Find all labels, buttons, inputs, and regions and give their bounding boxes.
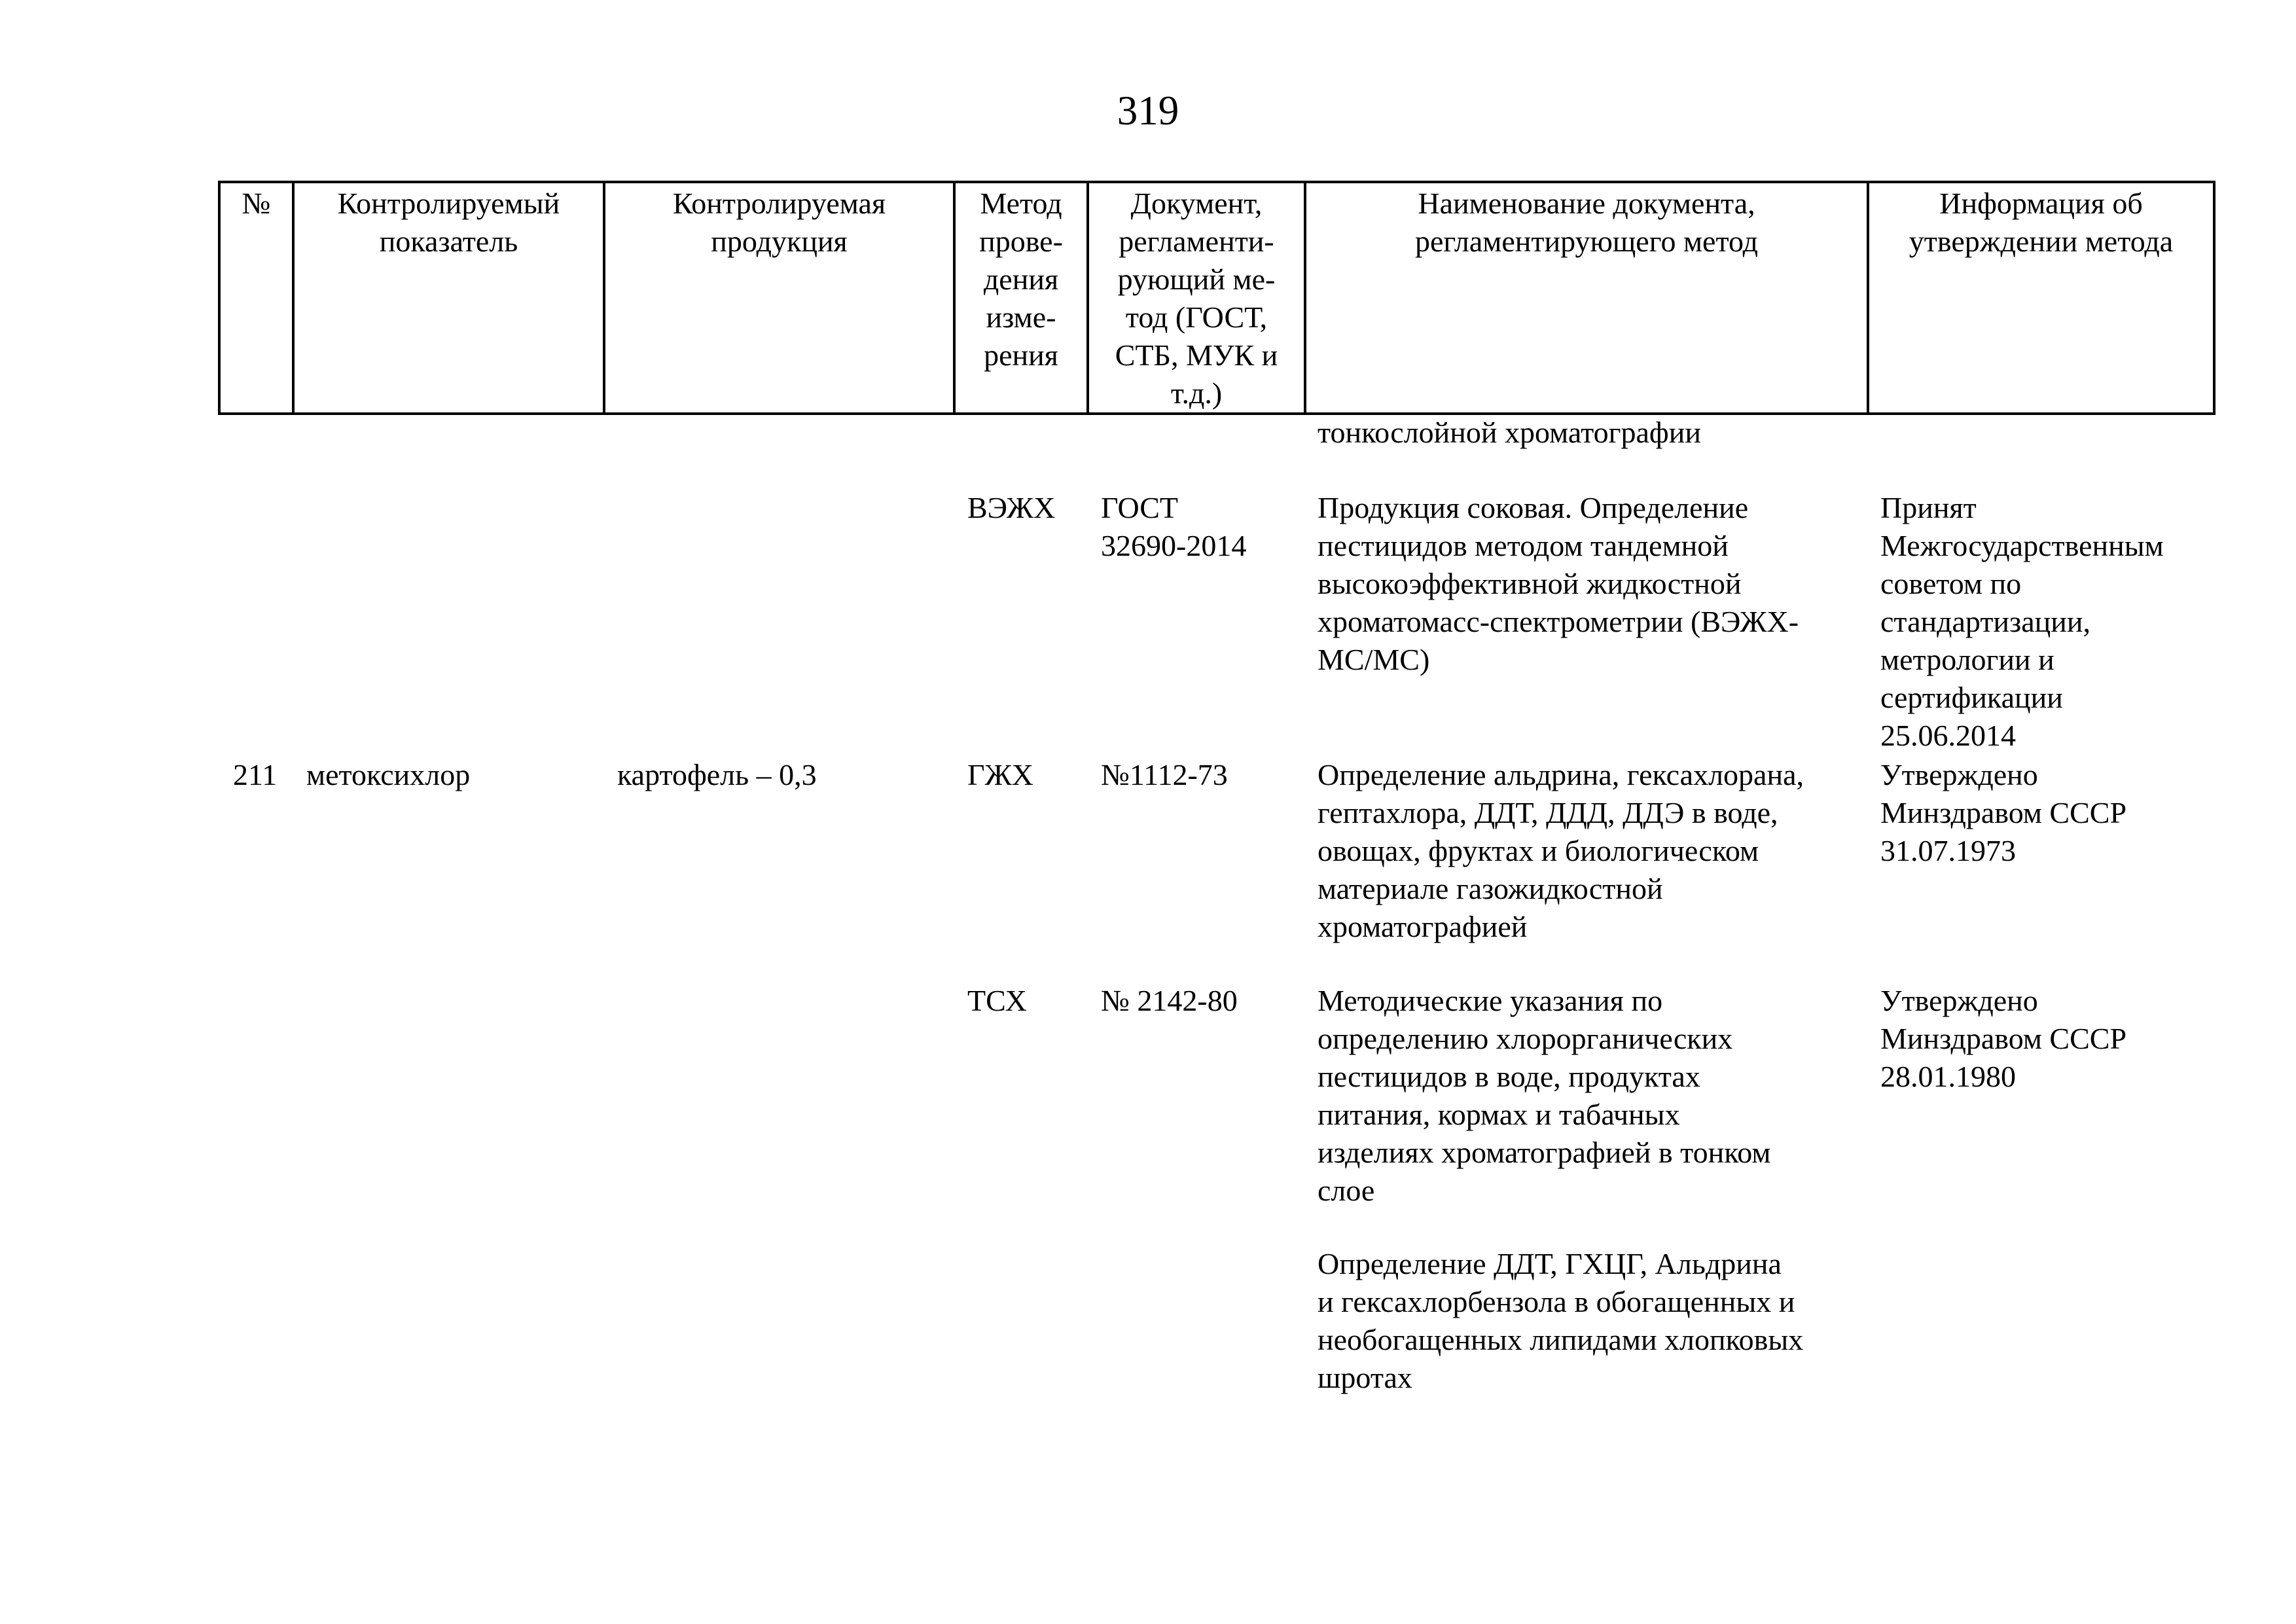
header-row (219, 182, 2214, 414)
indicator-cell: метоксихлор (306, 758, 471, 791)
header-cell-approval: Информация об утверждении метода (1868, 182, 2214, 414)
header-cell-product: Контролируемая продукция (604, 182, 954, 414)
page-number: 319 (1117, 88, 1179, 134)
header-cell-document: Документ, регламенти- рующий ме- тод (ГОСТ, СТБ, МУК и т.д.) (1088, 182, 1305, 414)
number-cell: 211 (233, 758, 278, 791)
table-header (218, 181, 2215, 415)
header-cell-number: № (219, 182, 293, 414)
document-cell: № 2142-80 (1101, 984, 1238, 1017)
approval-cell: Утверждено Минздравом СССР 31.07.1973 (1880, 758, 2127, 867)
header-cell-method: Метод прове- дения изме- рения (954, 182, 1088, 414)
doc-name-cell: Методические указания по определению хлорорганических пестицидов в воде, продуктах питания, кормах и табачных изделиях хроматографией в тонком слое (1318, 984, 1771, 1207)
document-cell: ГОСТ 32690-2014 (1101, 491, 1247, 562)
header-cell-doc-name: Наименование документа, регламентирующего метод (1305, 182, 1868, 414)
approval-cell: Принят Межгосударственным советом по стандартизации, метрологии и сертификации 25.06.2014 (1880, 491, 2164, 752)
approval-cell: Утверждено Минздравом СССР 28.01.1980 (1880, 984, 2127, 1093)
continuation-doc-name: тонкослойной хроматографии (1318, 416, 1701, 449)
method-cell: ГЖХ (967, 758, 1034, 791)
doc-name-cell: Продукция соковая. Определение пестицидов методом тандемной высокоэффективной жидкостной хроматомасс-спектрометрии (ВЭЖХ- МС/МС) (1318, 491, 1799, 676)
doc-name-cell: Определение ДДТ, ГХЦГ, Альдрина и гексахлорбензола в обогащенных и необогащенных липидами хлопковых шротах (1318, 1247, 1804, 1394)
header-cell-indicator: Контролируемый показатель (293, 182, 604, 414)
method-cell: ТСХ (967, 984, 1027, 1017)
doc-name-cell: Определение альдрина, гексахлорана, гептахлора, ДДТ, ДДД, ДДЭ в воде, овощах, фруктах и биологическом материале газожидкостной хроматографией (1318, 758, 1804, 943)
document-cell: №1112-73 (1101, 758, 1228, 791)
product-cell: картофель – 0,3 (617, 758, 817, 791)
method-cell: ВЭЖХ (967, 491, 1056, 524)
